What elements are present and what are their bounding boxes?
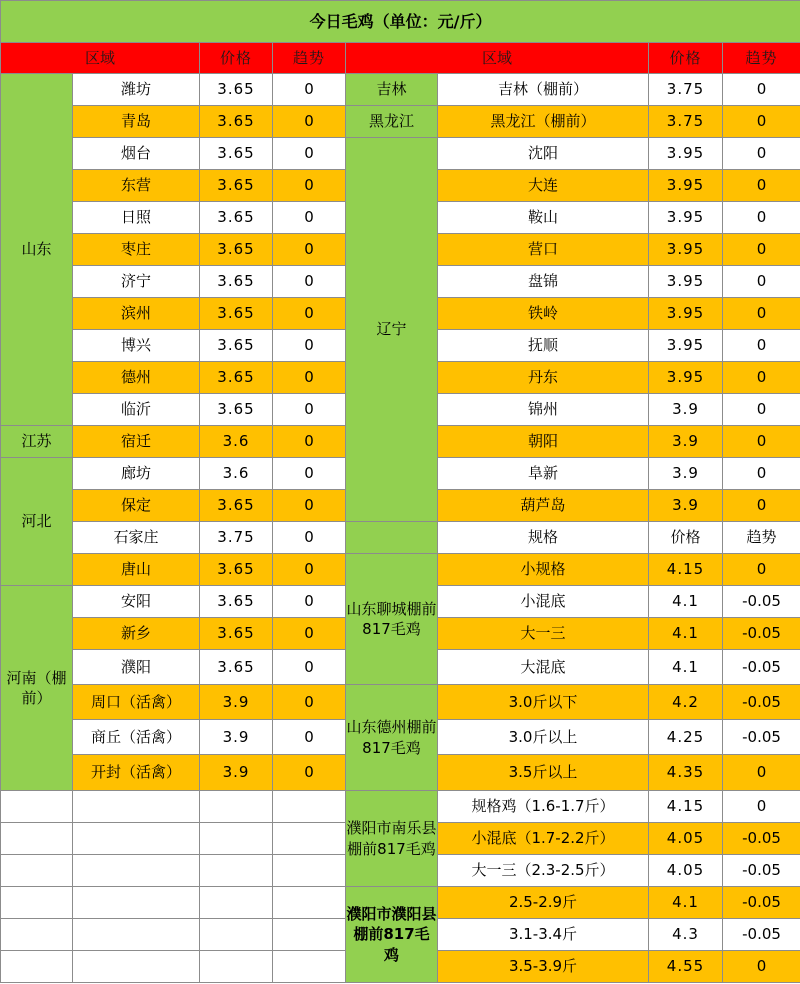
price-cell: 3.75 bbox=[200, 522, 273, 554]
price-cell: 3.65 bbox=[200, 234, 273, 266]
blank-cell bbox=[200, 919, 273, 951]
trend-cell: 0 bbox=[723, 138, 800, 170]
price-cell: 3.95 bbox=[649, 170, 723, 202]
spec-cell: 3.0斤以上 bbox=[438, 720, 649, 755]
province-henan: 河南（棚前） bbox=[1, 586, 73, 791]
spec-cell: 3.1-3.4斤 bbox=[438, 919, 649, 951]
city-cell: 盘锦 bbox=[438, 266, 649, 298]
price-cell: 3.65 bbox=[200, 618, 273, 650]
city-cell: 保定 bbox=[73, 490, 200, 522]
trend-cell: 0 bbox=[273, 554, 346, 586]
city-cell: 东营 bbox=[73, 170, 200, 202]
page-title: 今日毛鸡（单位：元/斤） bbox=[1, 1, 800, 43]
trend-cell: 0 bbox=[723, 234, 800, 266]
price-cell: 3.65 bbox=[200, 554, 273, 586]
city-cell: 安阳 bbox=[73, 586, 200, 618]
city-cell: 枣庄 bbox=[73, 234, 200, 266]
province-jilin: 吉林 bbox=[346, 74, 438, 106]
price-cell: 3.65 bbox=[200, 266, 273, 298]
price-cell: 3.65 bbox=[200, 74, 273, 106]
blank-cell bbox=[73, 823, 200, 855]
trend-cell: -0.05 bbox=[723, 618, 800, 650]
price-cell: 3.9 bbox=[649, 490, 723, 522]
city-cell: 烟台 bbox=[73, 138, 200, 170]
price-cell: 4.25 bbox=[649, 720, 723, 755]
spec-cell: 大混底 bbox=[438, 650, 649, 685]
blank-cell bbox=[273, 887, 346, 919]
trend-cell: -0.05 bbox=[723, 887, 800, 919]
trend-cell: 0 bbox=[273, 685, 346, 720]
price-cell: 3.95 bbox=[649, 202, 723, 234]
spec-price-header: 价格 bbox=[649, 522, 723, 554]
trend-cell: 0 bbox=[723, 362, 800, 394]
trend-cell: 0 bbox=[723, 170, 800, 202]
price-cell: 3.95 bbox=[649, 362, 723, 394]
city-cell: 锦州 bbox=[438, 394, 649, 426]
price-cell: 4.2 bbox=[649, 685, 723, 720]
trend-cell: 0 bbox=[273, 74, 346, 106]
group-dezhou: 山东德州棚前817毛鸡 bbox=[346, 685, 438, 791]
city-cell: 开封（活禽） bbox=[73, 755, 200, 791]
trend-cell: -0.05 bbox=[723, 685, 800, 720]
spec-cell: 小规格 bbox=[438, 554, 649, 586]
city-cell: 石家庄 bbox=[73, 522, 200, 554]
city-cell: 滨州 bbox=[73, 298, 200, 330]
trend-cell: -0.05 bbox=[723, 586, 800, 618]
city-cell: 临沂 bbox=[73, 394, 200, 426]
city-cell: 葫芦岛 bbox=[438, 490, 649, 522]
trend-cell: 0 bbox=[273, 298, 346, 330]
blank-cell bbox=[273, 855, 346, 887]
trend-cell: 0 bbox=[723, 951, 800, 983]
price-cell: 3.65 bbox=[200, 586, 273, 618]
blank-cell bbox=[73, 791, 200, 823]
trend-cell: 0 bbox=[273, 394, 346, 426]
city-cell: 青岛 bbox=[73, 106, 200, 138]
trend-cell: 0 bbox=[273, 266, 346, 298]
trend-cell: 0 bbox=[723, 298, 800, 330]
city-cell: 日照 bbox=[73, 202, 200, 234]
city-cell: 阜新 bbox=[438, 458, 649, 490]
price-cell: 3.65 bbox=[200, 298, 273, 330]
price-cell: 4.1 bbox=[649, 887, 723, 919]
trend-cell: 0 bbox=[723, 106, 800, 138]
price-cell: 4.35 bbox=[649, 755, 723, 791]
trend-cell: 0 bbox=[273, 650, 346, 685]
header-region-right: 区域 bbox=[346, 43, 649, 74]
trend-cell: 0 bbox=[723, 426, 800, 458]
city-cell: 潍坊 bbox=[73, 74, 200, 106]
price-cell: 4.1 bbox=[649, 586, 723, 618]
price-cell: 3.65 bbox=[200, 202, 273, 234]
price-cell: 3.75 bbox=[649, 106, 723, 138]
city-cell: 德州 bbox=[73, 362, 200, 394]
spec-cell: 2.5-2.9斤 bbox=[438, 887, 649, 919]
spec-cell: 规格鸡（1.6-1.7斤） bbox=[438, 791, 649, 823]
blank-cell bbox=[73, 887, 200, 919]
header-region-left: 区域 bbox=[1, 43, 200, 74]
spec-cell: 大一三 bbox=[438, 618, 649, 650]
trend-cell: 0 bbox=[723, 554, 800, 586]
spec-cell: 3.5-3.9斤 bbox=[438, 951, 649, 983]
trend-cell: 0 bbox=[723, 791, 800, 823]
blank-cell bbox=[273, 823, 346, 855]
blank-cell bbox=[1, 919, 73, 951]
spec-cell: 小混底（1.7-2.2斤） bbox=[438, 823, 649, 855]
price-cell: 3.95 bbox=[649, 298, 723, 330]
trend-cell: 0 bbox=[273, 618, 346, 650]
blank-cell bbox=[273, 791, 346, 823]
blank-cell bbox=[73, 855, 200, 887]
trend-cell: 0 bbox=[273, 586, 346, 618]
blank-cell bbox=[73, 951, 200, 983]
blank-cell bbox=[1, 951, 73, 983]
trend-cell: 0 bbox=[273, 330, 346, 362]
trend-cell: 0 bbox=[723, 74, 800, 106]
trend-cell: 0 bbox=[723, 330, 800, 362]
trend-cell: 0 bbox=[273, 138, 346, 170]
price-cell: 3.9 bbox=[649, 426, 723, 458]
price-cell: 3.65 bbox=[200, 330, 273, 362]
city-cell: 廊坊 bbox=[73, 458, 200, 490]
price-cell: 3.9 bbox=[649, 458, 723, 490]
province-jiangsu: 江苏 bbox=[1, 426, 73, 458]
blank-cell bbox=[1, 791, 73, 823]
blank-cell bbox=[200, 951, 273, 983]
price-cell: 3.65 bbox=[200, 170, 273, 202]
city-cell: 新乡 bbox=[73, 618, 200, 650]
price-cell: 4.1 bbox=[649, 618, 723, 650]
price-cell: 4.1 bbox=[649, 650, 723, 685]
trend-cell: 0 bbox=[723, 490, 800, 522]
trend-cell: 0 bbox=[273, 522, 346, 554]
group-nanle: 濮阳市南乐县棚前817毛鸡 bbox=[346, 791, 438, 887]
price-cell: 4.05 bbox=[649, 855, 723, 887]
city-cell: 营口 bbox=[438, 234, 649, 266]
city-cell: 沈阳 bbox=[438, 138, 649, 170]
city-cell: 吉林（棚前） bbox=[438, 74, 649, 106]
price-cell: 4.3 bbox=[649, 919, 723, 951]
header-price-left: 价格 bbox=[200, 43, 273, 74]
spec-cell: 小混底 bbox=[438, 586, 649, 618]
trend-cell: 0 bbox=[273, 755, 346, 791]
blank-cell bbox=[346, 522, 438, 554]
trend-cell: 0 bbox=[273, 720, 346, 755]
blank-cell bbox=[1, 823, 73, 855]
city-cell: 朝阳 bbox=[438, 426, 649, 458]
trend-cell: 0 bbox=[723, 266, 800, 298]
trend-cell: -0.05 bbox=[723, 650, 800, 685]
blank-cell bbox=[1, 855, 73, 887]
city-cell: 博兴 bbox=[73, 330, 200, 362]
trend-cell: 0 bbox=[273, 426, 346, 458]
city-cell: 鞍山 bbox=[438, 202, 649, 234]
blank-cell bbox=[273, 919, 346, 951]
price-cell: 3.6 bbox=[200, 426, 273, 458]
trend-cell: -0.05 bbox=[723, 823, 800, 855]
blank-cell bbox=[200, 887, 273, 919]
city-cell: 丹东 bbox=[438, 362, 649, 394]
spec-cell: 3.0斤以下 bbox=[438, 685, 649, 720]
price-cell: 4.55 bbox=[649, 951, 723, 983]
price-cell: 4.15 bbox=[649, 554, 723, 586]
trend-cell: 0 bbox=[723, 202, 800, 234]
city-cell: 铁岭 bbox=[438, 298, 649, 330]
trend-cell: 0 bbox=[723, 394, 800, 426]
spec-cell: 大一三（2.3-2.5斤） bbox=[438, 855, 649, 887]
price-cell: 3.65 bbox=[200, 490, 273, 522]
spec-cell: 3.5斤以上 bbox=[438, 755, 649, 791]
spec-header: 规格 bbox=[438, 522, 649, 554]
price-cell: 3.9 bbox=[200, 755, 273, 791]
blank-cell bbox=[200, 791, 273, 823]
trend-cell: 0 bbox=[273, 106, 346, 138]
header-trend-left: 趋势 bbox=[273, 43, 346, 74]
trend-cell: -0.05 bbox=[723, 855, 800, 887]
price-cell: 3.9 bbox=[200, 685, 273, 720]
city-cell: 大连 bbox=[438, 170, 649, 202]
price-cell: 3.9 bbox=[200, 720, 273, 755]
city-cell: 商丘（活禽） bbox=[73, 720, 200, 755]
group-puyang: 濮阳市濮阳县棚前817毛鸡 bbox=[346, 887, 438, 983]
price-cell: 3.9 bbox=[649, 394, 723, 426]
price-cell: 3.65 bbox=[200, 362, 273, 394]
blank-cell bbox=[73, 919, 200, 951]
province-shandong: 山东 bbox=[1, 74, 73, 426]
spec-trend-header: 趋势 bbox=[723, 522, 800, 554]
header-trend-right: 趋势 bbox=[723, 43, 800, 74]
trend-cell: 0 bbox=[273, 202, 346, 234]
price-cell: 3.95 bbox=[649, 138, 723, 170]
group-liaocheng: 山东聊城棚前817毛鸡 bbox=[346, 554, 438, 685]
trend-cell: 0 bbox=[273, 362, 346, 394]
city-cell: 濮阳 bbox=[73, 650, 200, 685]
trend-cell: -0.05 bbox=[723, 720, 800, 755]
trend-cell: 0 bbox=[273, 490, 346, 522]
city-cell: 抚顺 bbox=[438, 330, 649, 362]
blank-cell bbox=[200, 823, 273, 855]
trend-cell: -0.05 bbox=[723, 919, 800, 951]
price-cell: 3.95 bbox=[649, 330, 723, 362]
price-cell: 3.6 bbox=[200, 458, 273, 490]
price-cell: 3.95 bbox=[649, 266, 723, 298]
price-cell: 4.15 bbox=[649, 791, 723, 823]
price-cell: 3.65 bbox=[200, 650, 273, 685]
city-cell: 黑龙江（棚前） bbox=[438, 106, 649, 138]
province-heilongjiang: 黑龙江 bbox=[346, 106, 438, 138]
price-cell: 3.65 bbox=[200, 138, 273, 170]
header-price-right: 价格 bbox=[649, 43, 723, 74]
trend-cell: 0 bbox=[273, 234, 346, 266]
price-cell: 3.65 bbox=[200, 394, 273, 426]
blank-cell bbox=[273, 951, 346, 983]
trend-cell: 0 bbox=[273, 458, 346, 490]
blank-cell bbox=[1, 887, 73, 919]
trend-cell: 0 bbox=[723, 755, 800, 791]
province-hebei: 河北 bbox=[1, 458, 73, 586]
price-cell: 3.75 bbox=[649, 74, 723, 106]
price-cell: 4.05 bbox=[649, 823, 723, 855]
blank-cell bbox=[200, 855, 273, 887]
city-cell: 济宁 bbox=[73, 266, 200, 298]
trend-cell: 0 bbox=[273, 170, 346, 202]
price-cell: 3.65 bbox=[200, 106, 273, 138]
province-liaoning: 辽宁 bbox=[346, 138, 438, 522]
city-cell: 宿迁 bbox=[73, 426, 200, 458]
trend-cell: 0 bbox=[723, 458, 800, 490]
city-cell: 周口（活禽） bbox=[73, 685, 200, 720]
price-cell: 3.95 bbox=[649, 234, 723, 266]
city-cell: 唐山 bbox=[73, 554, 200, 586]
